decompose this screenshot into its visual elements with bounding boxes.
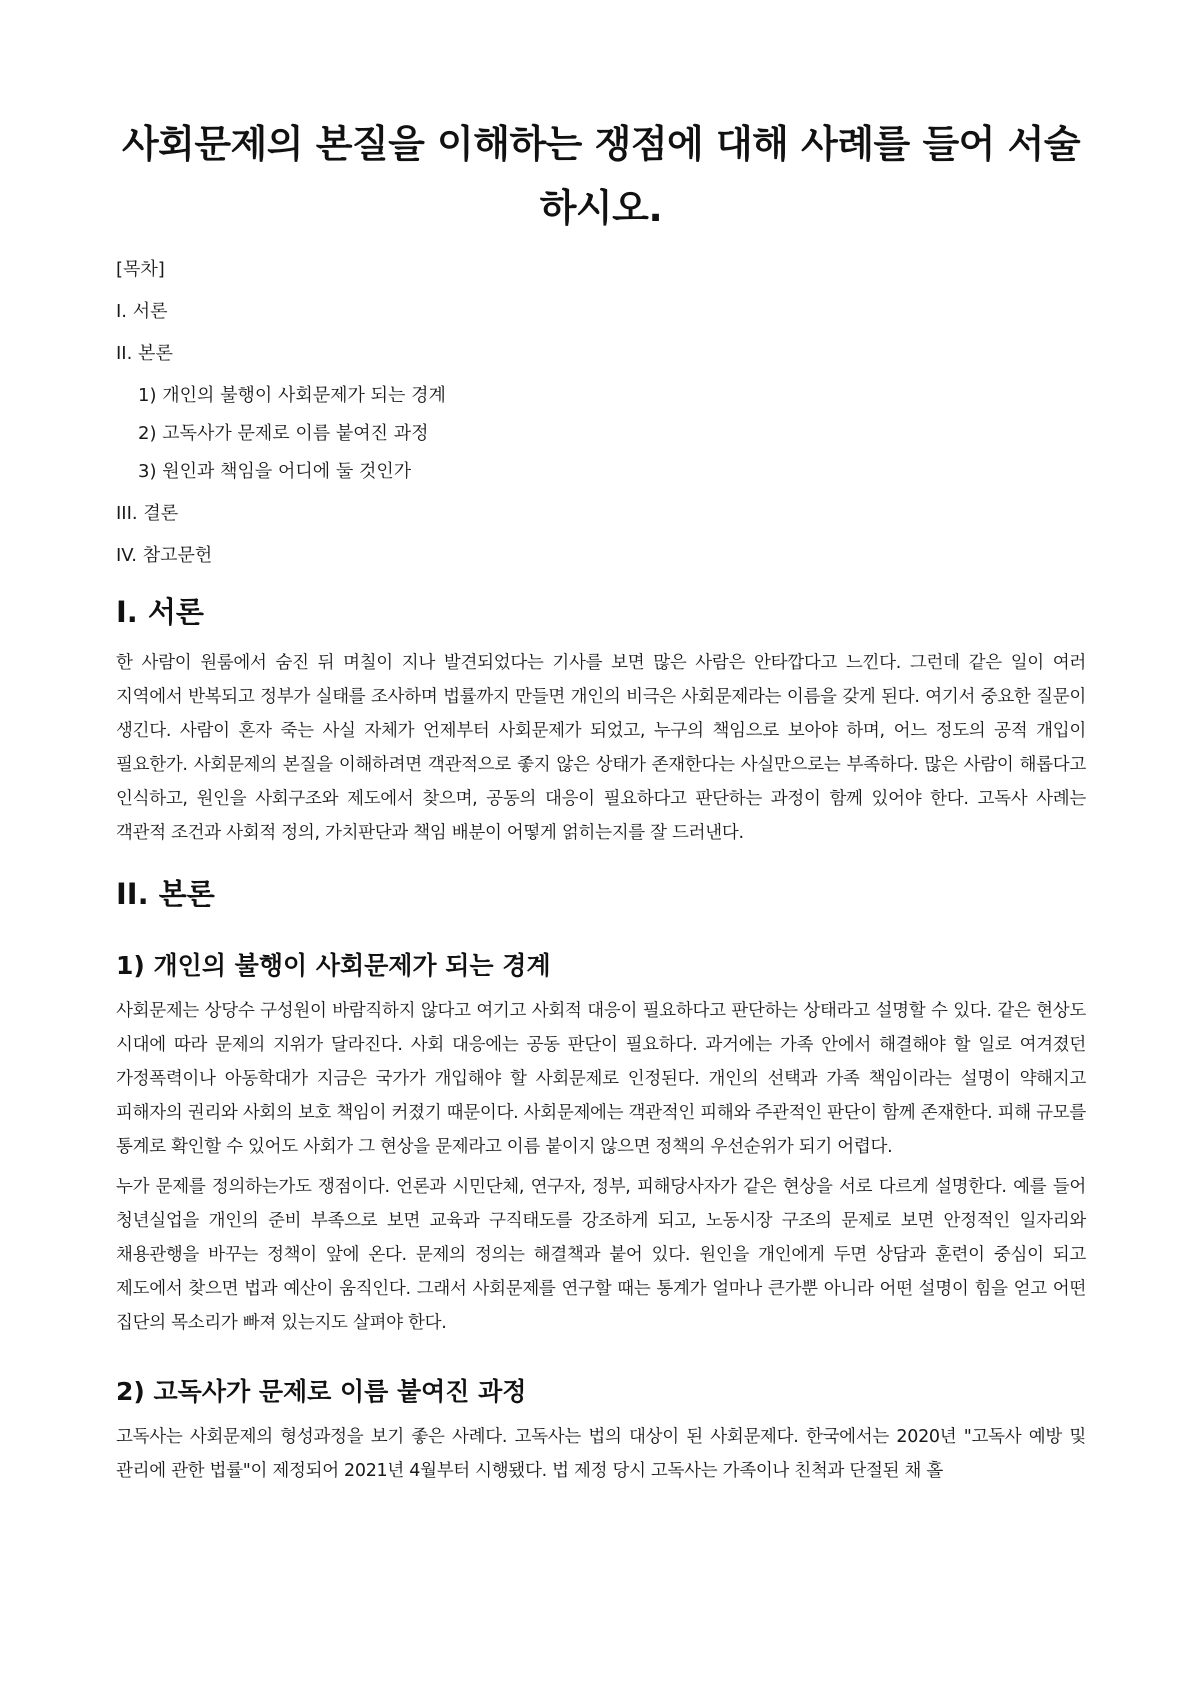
subsection-heading-1: 1) 개인의 불행이 사회문제가 되는 경계 [116,951,551,980]
subsection-1-paragraph-1: 사회문제는 상당수 구성원이 바람직하지 않다고 여기고 사회적 대응이 필요하다고 판단하는 상태라고 설명할 수 있다. 같은 현상도 시대에 따라 문제의 지위가 달라진다. 사회 대응에는 공동 판단이 필요하다. 과거에는 가족 안에서 해결해야 할 일로 여겨졌던 가정폭력이나 아동학대가 지금은 국가가 개입해야 할 사회문제로 인정된다. 개인의 선택과 가족 책임이라는 설명이 약해지고 피해자의 권리와 사회의 보호 책임이 커졌기 때문이다. 사회문제에는 객관적인 피해와 주관적인 판단이 함께 존재한다. 피해 규모를 통계로 확인할 수 있어도 사회가 그 현상을 문제라고 이름 붙이지 않으면 정책의 우선순위가 되기 어렵다. [116,1001,1086,1157]
document-title: 사회문제의 본질을 이해하는 쟁점에 대해 사례를 들어 서술하시오. [121,122,1081,230]
toc-item-body-1: 1) 개인의 불행이 사회문제가 되는 경계 [138,385,446,406]
subsection-2-paragraph-1: 고독사는 사회문제의 형성과정을 보기 좋은 사례다. 고독사는 법의 대상이 된 사회문제다. 한국에서는 2020년 "고독사 예방 및 관리에 관한 법률"이 제정되어 2021년 4월부터 시행됐다. 법 제정 당시 고독사는 가족이나 친척과 단절된 채 홀 [116,1427,1086,1481]
section-heading-body: II. 본론 [116,877,215,911]
toc-item-intro: I. 서론 [116,301,168,322]
toc-item-body: II. 본론 [116,343,173,364]
toc-item-body-3: 3) 원인과 책임을 어디에 둘 것인가 [138,461,412,482]
subsection-1-paragraph-2: 누가 문제를 정의하는가도 쟁점이다. 언론과 시민단체, 연구자, 정부, 피해당사자가 같은 현상을 서로 다르게 설명한다. 예를 들어 청년실업을 개인의 준비 부족으로 보면 교육과 구직태도를 강조하게 되고, 노동시장 구조의 문제로 보면 안정적인 일자리와 채용관행을 바꾸는 정책이 앞에 온다. 문제의 정의는 해결책과 붙어 있다. 원인을 개인에게 두면 상담과 훈련이 중심이 되고 제도에서 찾으면 법과 예산이 움직인다. 그래서 사회문제를 연구할 때는 통계가 얼마나 큰가뿐 아니라 어떤 설명이 힘을 얻고 어떤 집단의 목소리가 빠져 있는지도 살펴야 한다. [116,1177,1086,1333]
table-of-contents [116,258,1086,568]
toc-item-references: IV. 참고문헌 [116,545,213,566]
intro-paragraph: 한 사람이 원룸에서 숨진 뒤 며칠이 지나 발견되었다는 기사를 보면 많은 사람은 안타깝다고 느낀다. 그런데 같은 일이 여러 지역에서 반복되고 정부가 실태를 조사하며 법률까지 만들면 개인의 비극은 사회문제라는 이름을 갖게 된다. 여기서 중요한 질문이 생긴다. 사람이 혼자 죽는 사실 자체가 언제부터 사회문제가 되었고, 누구의 책임으로 보아야 하며, 어느 정도의 공적 개입이 필요한가. 사회문제의 본질을 이해하려면 객관적으로 좋지 않은 상태가 존재한다는 사실만으로는 부족하다. 많은 사람이 해롭다고 인식하고, 원인을 사회구조와 제도에서 찾으며, 공동의 대응이 필요하다고 판단하는 과정이 함께 있어야 한다. 고독사 사례는 객관적 조건과 사회적 정의, 가치판단과 책임 배분이 어떻게 얽히는지를 잘 드러낸다. [116,653,1086,843]
section-heading-intro: I. 서론 [116,595,204,629]
subsection-heading-2: 2) 고독사가 문제로 이름 붙여진 과정 [116,1377,527,1406]
toc-label: [목차] [116,259,165,280]
document-page [116,0,1086,1494]
toc-item-conclusion: III. 결론 [116,503,179,524]
toc-item-body-2: 2) 고독사가 문제로 이름 붙여진 과정 [138,423,429,444]
